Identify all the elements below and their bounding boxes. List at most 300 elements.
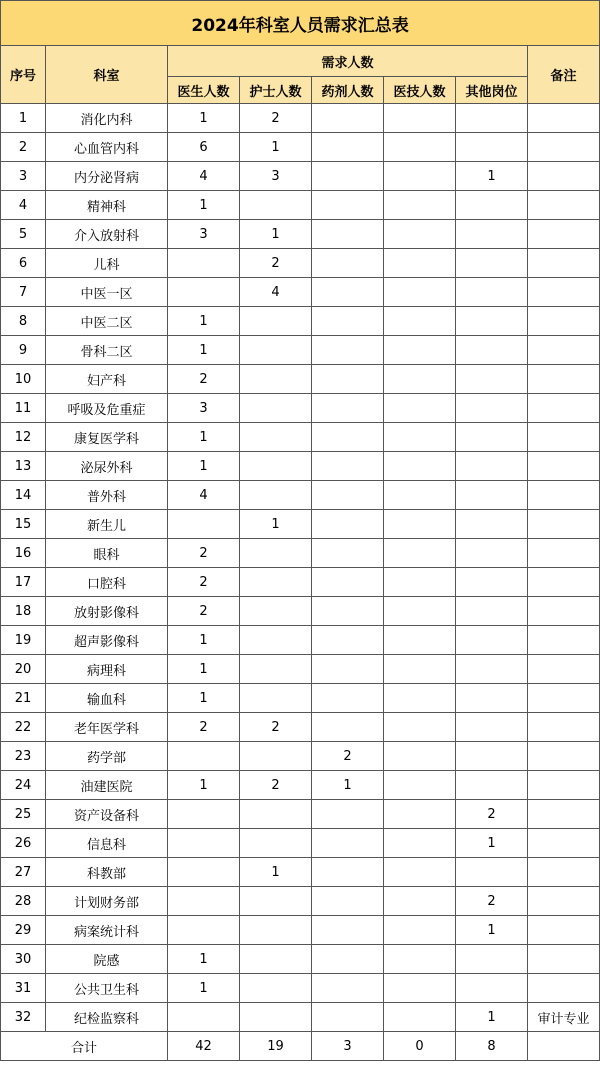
row-technicians [384, 800, 456, 829]
row-nurses: 3 [240, 162, 312, 191]
table-row [1, 162, 600, 191]
row-nurses [240, 945, 312, 974]
total-pharmacy: 3 [312, 1032, 384, 1061]
row-other-positions [456, 539, 528, 568]
row-pharmacy [312, 974, 384, 1003]
row-seq: 29 [1, 916, 46, 945]
row-technicians [384, 1003, 456, 1032]
table-row [1, 568, 600, 597]
row-pharmacy [312, 800, 384, 829]
row-nurses: 1 [240, 133, 312, 162]
row-nurses [240, 191, 312, 220]
row-technicians [384, 655, 456, 684]
table-row [1, 945, 600, 974]
row-remark [528, 713, 600, 742]
row-technicians [384, 713, 456, 742]
row-other-positions [456, 133, 528, 162]
row-nurses [240, 916, 312, 945]
row-other-positions: 2 [456, 800, 528, 829]
row-pharmacy: 2 [312, 742, 384, 771]
row-pharmacy [312, 278, 384, 307]
row-technicians [384, 278, 456, 307]
row-pharmacy [312, 394, 384, 423]
row-doctors [168, 278, 240, 307]
row-dept: 科教部 [46, 858, 168, 887]
row-doctors: 1 [168, 771, 240, 800]
total-label: 合计 [1, 1032, 168, 1061]
row-dept: 药学部 [46, 742, 168, 771]
row-doctors [168, 858, 240, 887]
row-technicians [384, 162, 456, 191]
row-other-positions [456, 568, 528, 597]
row-seq: 17 [1, 568, 46, 597]
row-pharmacy [312, 249, 384, 278]
row-dept: 康复医学科 [46, 423, 168, 452]
row-remark [528, 510, 600, 539]
row-dept: 心血管内科 [46, 133, 168, 162]
table-row [1, 452, 600, 481]
table-row [1, 626, 600, 655]
row-seq: 12 [1, 423, 46, 452]
row-technicians [384, 510, 456, 539]
row-pharmacy: 1 [312, 771, 384, 800]
table-row [1, 800, 600, 829]
row-technicians [384, 974, 456, 1003]
total-nurses: 19 [240, 1032, 312, 1061]
row-seq: 2 [1, 133, 46, 162]
row-pharmacy [312, 626, 384, 655]
table-row [1, 307, 600, 336]
row-seq: 27 [1, 858, 46, 887]
row-nurses [240, 800, 312, 829]
row-dept: 纪检监察科 [46, 1003, 168, 1032]
row-doctors [168, 800, 240, 829]
row-nurses [240, 1003, 312, 1032]
row-dept: 病理科 [46, 655, 168, 684]
row-pharmacy [312, 133, 384, 162]
header-seq: 序号 [1, 46, 46, 104]
row-remark [528, 191, 600, 220]
row-other-positions [456, 423, 528, 452]
row-pharmacy [312, 597, 384, 626]
row-technicians [384, 452, 456, 481]
row-dept: 妇产科 [46, 365, 168, 394]
row-technicians [384, 829, 456, 858]
row-seq: 11 [1, 394, 46, 423]
row-dept: 资产设备科 [46, 800, 168, 829]
row-seq: 5 [1, 220, 46, 249]
row-nurses: 4 [240, 278, 312, 307]
header-pharmacy: 药剂人数 [312, 77, 384, 104]
table-row [1, 713, 600, 742]
row-nurses [240, 655, 312, 684]
row-pharmacy [312, 481, 384, 510]
row-doctors: 2 [168, 713, 240, 742]
row-pharmacy [312, 684, 384, 713]
row-remark [528, 626, 600, 655]
row-nurses [240, 336, 312, 365]
row-technicians [384, 858, 456, 887]
row-nurses [240, 684, 312, 713]
row-remark [528, 916, 600, 945]
header-doctors: 医生人数 [168, 77, 240, 104]
row-dept: 放射影像科 [46, 597, 168, 626]
row-other-positions [456, 945, 528, 974]
row-doctors: 2 [168, 539, 240, 568]
row-seq: 7 [1, 278, 46, 307]
row-pharmacy [312, 365, 384, 394]
row-nurses [240, 568, 312, 597]
row-seq: 14 [1, 481, 46, 510]
row-doctors [168, 510, 240, 539]
row-other-positions [456, 278, 528, 307]
row-nurses: 1 [240, 220, 312, 249]
total-technicians: 0 [384, 1032, 456, 1061]
table-row [1, 771, 600, 800]
row-dept: 中医二区 [46, 307, 168, 336]
row-other-positions [456, 655, 528, 684]
row-dept: 病案统计科 [46, 916, 168, 945]
row-technicians [384, 945, 456, 974]
row-other-positions: 1 [456, 829, 528, 858]
row-dept: 儿科 [46, 249, 168, 278]
row-nurses: 1 [240, 510, 312, 539]
row-nurses: 2 [240, 104, 312, 133]
row-pharmacy [312, 510, 384, 539]
row-other-positions [456, 336, 528, 365]
row-pharmacy [312, 1003, 384, 1032]
row-technicians [384, 423, 456, 452]
row-technicians [384, 597, 456, 626]
row-remark: 审计专业 [528, 1003, 600, 1032]
row-remark [528, 249, 600, 278]
row-doctors [168, 1003, 240, 1032]
row-doctors: 1 [168, 684, 240, 713]
row-doctors: 6 [168, 133, 240, 162]
row-nurses [240, 626, 312, 655]
row-pharmacy [312, 655, 384, 684]
row-other-positions [456, 452, 528, 481]
row-dept: 信息科 [46, 829, 168, 858]
row-doctors: 1 [168, 307, 240, 336]
header-remark: 备注 [528, 46, 600, 104]
row-technicians [384, 684, 456, 713]
row-seq: 31 [1, 974, 46, 1003]
header-demand: 需求人数 [168, 46, 528, 77]
table-row [1, 365, 600, 394]
header-other-positions: 其他岗位 [456, 77, 528, 104]
table-row [1, 220, 600, 249]
row-seq: 13 [1, 452, 46, 481]
row-doctors: 2 [168, 365, 240, 394]
table-row [1, 336, 600, 365]
row-pharmacy [312, 162, 384, 191]
table-row [1, 249, 600, 278]
total-other-positions: 8 [456, 1032, 528, 1061]
table-row [1, 916, 600, 945]
row-pharmacy [312, 423, 384, 452]
row-doctors: 1 [168, 655, 240, 684]
table-row [1, 510, 600, 539]
row-nurses [240, 452, 312, 481]
row-dept: 精神科 [46, 191, 168, 220]
row-nurses [240, 307, 312, 336]
row-technicians [384, 191, 456, 220]
row-dept: 口腔科 [46, 568, 168, 597]
row-remark [528, 162, 600, 191]
row-remark [528, 568, 600, 597]
row-nurses [240, 365, 312, 394]
row-other-positions: 1 [456, 916, 528, 945]
table-row [1, 394, 600, 423]
row-seq: 1 [1, 104, 46, 133]
row-other-positions [456, 626, 528, 655]
table-row [1, 278, 600, 307]
row-nurses [240, 974, 312, 1003]
row-nurses [240, 887, 312, 916]
row-seq: 28 [1, 887, 46, 916]
row-doctors: 1 [168, 191, 240, 220]
row-other-positions: 1 [456, 1003, 528, 1032]
row-technicians [384, 568, 456, 597]
total-remark [528, 1032, 600, 1061]
row-dept: 公共卫生科 [46, 974, 168, 1003]
row-pharmacy [312, 220, 384, 249]
row-dept: 老年医学科 [46, 713, 168, 742]
table-row [1, 974, 600, 1003]
row-dept: 计划财务部 [46, 887, 168, 916]
row-remark [528, 104, 600, 133]
row-dept: 呼吸及危重症 [46, 394, 168, 423]
row-pharmacy [312, 945, 384, 974]
row-seq: 3 [1, 162, 46, 191]
row-doctors: 1 [168, 104, 240, 133]
row-dept: 眼科 [46, 539, 168, 568]
row-remark [528, 307, 600, 336]
row-technicians [384, 133, 456, 162]
row-pharmacy [312, 829, 384, 858]
row-remark [528, 829, 600, 858]
row-seq: 22 [1, 713, 46, 742]
row-nurses: 1 [240, 858, 312, 887]
row-dept: 泌尿外科 [46, 452, 168, 481]
row-other-positions [456, 481, 528, 510]
row-other-positions [456, 365, 528, 394]
table-row [1, 829, 600, 858]
row-doctors: 1 [168, 336, 240, 365]
row-remark [528, 133, 600, 162]
table-row [1, 1003, 600, 1032]
row-seq: 23 [1, 742, 46, 771]
table-row [1, 655, 600, 684]
row-doctors [168, 916, 240, 945]
row-doctors: 1 [168, 626, 240, 655]
header-technicians: 医技人数 [384, 77, 456, 104]
row-other-positions: 1 [456, 162, 528, 191]
row-pharmacy [312, 452, 384, 481]
row-dept: 中医一区 [46, 278, 168, 307]
row-remark [528, 336, 600, 365]
row-nurses [240, 394, 312, 423]
row-seq: 4 [1, 191, 46, 220]
table-title: 2024年科室人员需求汇总表 [1, 1, 600, 46]
table-row [1, 423, 600, 452]
row-seq: 30 [1, 945, 46, 974]
row-pharmacy [312, 713, 384, 742]
table-row [1, 684, 600, 713]
row-technicians [384, 771, 456, 800]
row-technicians [384, 916, 456, 945]
row-doctors: 1 [168, 452, 240, 481]
row-remark [528, 481, 600, 510]
row-nurses [240, 742, 312, 771]
row-nurses [240, 423, 312, 452]
row-remark [528, 597, 600, 626]
row-technicians [384, 394, 456, 423]
total-row [1, 1032, 600, 1061]
row-other-positions [456, 191, 528, 220]
row-remark [528, 742, 600, 771]
table-row [1, 742, 600, 771]
row-other-positions [456, 597, 528, 626]
row-dept: 骨科二区 [46, 336, 168, 365]
row-remark [528, 423, 600, 452]
row-seq: 21 [1, 684, 46, 713]
header-dept: 科室 [46, 46, 168, 104]
row-other-positions [456, 713, 528, 742]
table-row [1, 858, 600, 887]
row-doctors: 4 [168, 162, 240, 191]
row-technicians [384, 539, 456, 568]
row-seq: 26 [1, 829, 46, 858]
row-other-positions [456, 858, 528, 887]
row-other-positions [456, 104, 528, 133]
row-dept: 超声影像科 [46, 626, 168, 655]
row-dept: 内分泌肾病 [46, 162, 168, 191]
row-dept: 输血科 [46, 684, 168, 713]
row-pharmacy [312, 858, 384, 887]
header-nurses: 护士人数 [240, 77, 312, 104]
row-other-positions [456, 771, 528, 800]
row-remark [528, 220, 600, 249]
row-seq: 25 [1, 800, 46, 829]
table-row [1, 481, 600, 510]
row-doctors: 4 [168, 481, 240, 510]
row-other-positions [456, 974, 528, 1003]
row-other-positions [456, 394, 528, 423]
row-doctors: 1 [168, 945, 240, 974]
row-doctors [168, 742, 240, 771]
row-seq: 32 [1, 1003, 46, 1032]
row-seq: 10 [1, 365, 46, 394]
row-dept: 普外科 [46, 481, 168, 510]
row-seq: 20 [1, 655, 46, 684]
row-remark [528, 452, 600, 481]
row-seq: 16 [1, 539, 46, 568]
row-dept: 院感 [46, 945, 168, 974]
row-dept: 消化内科 [46, 104, 168, 133]
row-technicians [384, 887, 456, 916]
table-body [1, 104, 600, 1032]
row-remark [528, 800, 600, 829]
row-remark [528, 394, 600, 423]
row-doctors [168, 887, 240, 916]
row-seq: 8 [1, 307, 46, 336]
row-doctors: 3 [168, 220, 240, 249]
row-seq: 24 [1, 771, 46, 800]
row-remark [528, 278, 600, 307]
table-row [1, 597, 600, 626]
row-nurses [240, 597, 312, 626]
row-doctors: 2 [168, 568, 240, 597]
total-doctors: 42 [168, 1032, 240, 1061]
row-other-positions [456, 742, 528, 771]
row-other-positions [456, 307, 528, 336]
row-nurses [240, 481, 312, 510]
row-seq: 19 [1, 626, 46, 655]
row-nurses [240, 829, 312, 858]
row-technicians [384, 626, 456, 655]
row-doctors: 3 [168, 394, 240, 423]
row-dept: 新生儿 [46, 510, 168, 539]
row-doctors: 1 [168, 423, 240, 452]
row-remark [528, 684, 600, 713]
row-doctors: 2 [168, 597, 240, 626]
row-pharmacy [312, 539, 384, 568]
row-nurses [240, 539, 312, 568]
row-doctors [168, 249, 240, 278]
row-doctors [168, 829, 240, 858]
row-seq: 9 [1, 336, 46, 365]
row-doctors: 1 [168, 974, 240, 1003]
row-dept: 介入放射科 [46, 220, 168, 249]
row-nurses: 2 [240, 713, 312, 742]
row-remark [528, 365, 600, 394]
row-dept: 油建医院 [46, 771, 168, 800]
row-technicians [384, 220, 456, 249]
row-pharmacy [312, 887, 384, 916]
row-remark [528, 539, 600, 568]
row-seq: 15 [1, 510, 46, 539]
row-technicians [384, 365, 456, 394]
table-row [1, 887, 600, 916]
row-remark [528, 974, 600, 1003]
row-other-positions [456, 220, 528, 249]
row-seq: 6 [1, 249, 46, 278]
row-pharmacy [312, 307, 384, 336]
row-remark [528, 771, 600, 800]
table-row [1, 133, 600, 162]
row-remark [528, 945, 600, 974]
row-remark [528, 887, 600, 916]
table-row [1, 104, 600, 133]
row-other-positions [456, 249, 528, 278]
row-nurses: 2 [240, 249, 312, 278]
row-other-positions: 2 [456, 887, 528, 916]
row-remark [528, 858, 600, 887]
row-technicians [384, 249, 456, 278]
row-pharmacy [312, 104, 384, 133]
row-pharmacy [312, 191, 384, 220]
row-pharmacy [312, 916, 384, 945]
row-seq: 18 [1, 597, 46, 626]
row-other-positions [456, 510, 528, 539]
row-nurses: 2 [240, 771, 312, 800]
row-technicians [384, 104, 456, 133]
row-remark [528, 655, 600, 684]
table-row [1, 539, 600, 568]
row-other-positions [456, 684, 528, 713]
